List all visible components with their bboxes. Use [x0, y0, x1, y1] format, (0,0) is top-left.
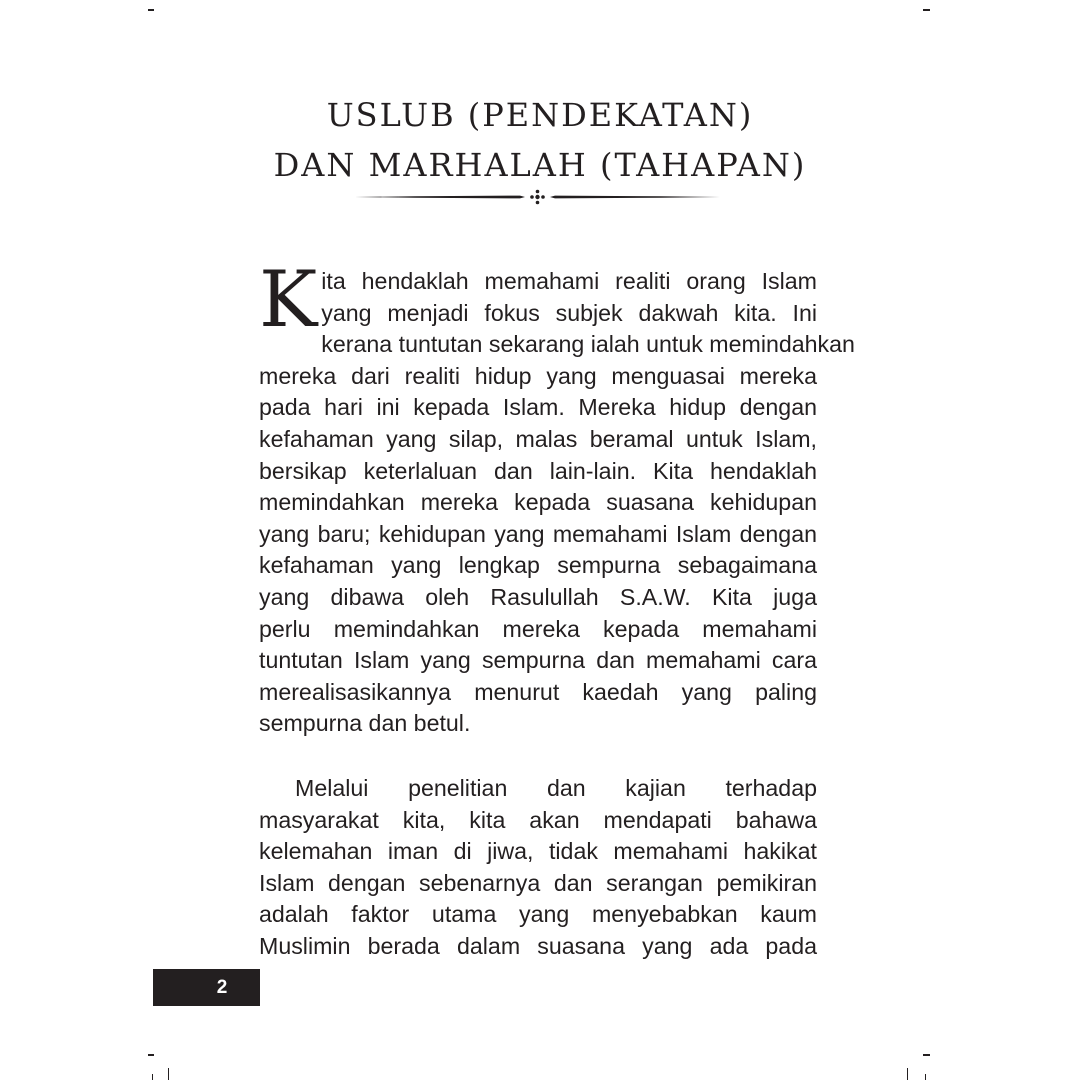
- text-line: ita hendaklah memahami realiti orang Islam: [321, 268, 817, 294]
- text-line: merealisasikannya menurut kaedah yang paling: [259, 678, 817, 705]
- text-line: yang baru; kehidupan yang memahami Islam dengan: [259, 520, 817, 547]
- drop-cap: K: [259, 255, 318, 345]
- page-number: 2: [216, 977, 228, 998]
- text-line: mereka dari realiti hidup yang menguasai mereka: [259, 362, 817, 389]
- crop-mark-bottom-left-vertical: [152, 1074, 153, 1080]
- text-line: Melalui penelitian dan kajian terhadap: [295, 775, 817, 801]
- text-line: tuntutan Islam yang sempurna dan memahami cara: [259, 647, 817, 674]
- text-line: yang dibawa oleh Rasulullah S.A.W. Kita juga: [259, 583, 817, 610]
- text-line: yang menjadi fokus subjek dakwah kita. Ini: [321, 299, 817, 326]
- text-line: kefahaman yang lengkap sempurna sebagaimana: [259, 552, 817, 579]
- text-line: Islam dengan sebenarnya dan serangan pemikiran: [259, 869, 817, 896]
- text-line: kelemahan iman di jiwa, tidak memahami hakikat: [259, 838, 817, 865]
- chapter-title-line-1: USLUB (PENDEKATAN): [326, 96, 754, 134]
- crop-mark-bottom-left-vertical-2: [168, 1068, 169, 1080]
- crop-mark-top-left: [148, 9, 154, 11]
- crop-mark-bottom-left: [148, 1054, 154, 1056]
- chapter-title-line-2: DAN MARHALAH (TAHAPAN): [273, 146, 807, 184]
- text-line: kerana tuntutan sekarang ialah untuk memindahkan: [321, 331, 855, 358]
- text-line: adalah faktor utama yang menyebabkan kaum: [259, 901, 817, 928]
- text-line: Muslimin berada dalam suasana yang ada pada: [259, 932, 817, 959]
- title-ornament-divider: [355, 187, 720, 207]
- paragraph-1: [259, 255, 855, 740]
- text-line: memindahkan mereka kepada suasana kehidupan: [259, 489, 817, 516]
- paragraph-2: [259, 773, 817, 963]
- text-line: masyarakat kita, kita akan mendapati bahawa: [259, 806, 817, 833]
- text-line: pada hari ini kepada Islam. Mereka hidup dengan: [259, 394, 817, 421]
- text-line: bersikap keterlaluan dan lain-lain. Kita hendaklah: [259, 457, 817, 484]
- crop-mark-bottom-right-vertical: [907, 1068, 908, 1080]
- text-line: sempurna dan betul.: [259, 710, 471, 737]
- crop-mark-bottom-right: [923, 1054, 930, 1056]
- text-line: kefahaman yang silap, malas beramal untuk Islam,: [259, 425, 817, 452]
- text-line: perlu memindahkan mereka kepada memahami: [259, 615, 817, 642]
- crop-mark-bottom-right-vertical-2: [925, 1074, 926, 1080]
- crop-mark-top-right: [923, 9, 930, 11]
